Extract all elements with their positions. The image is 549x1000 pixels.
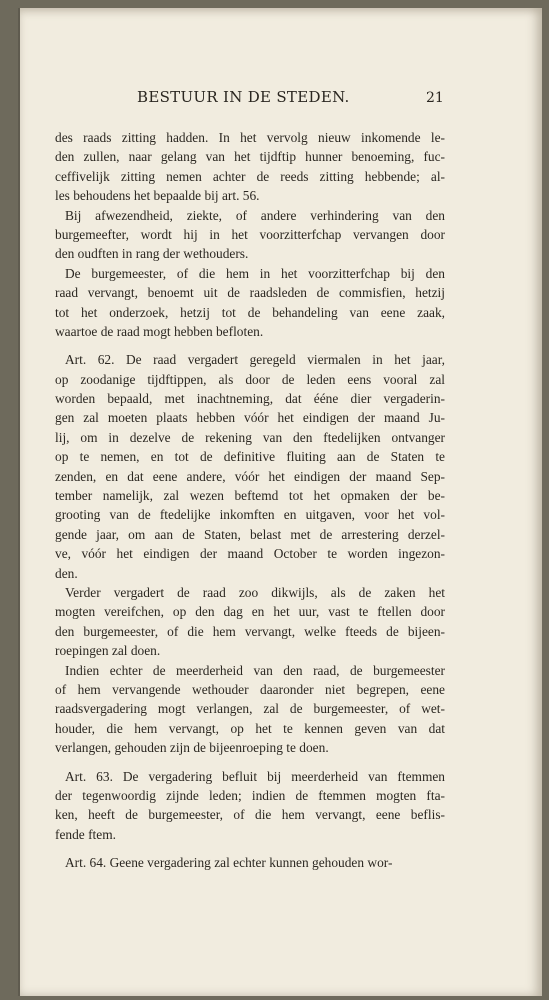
text-line: De burgemeester, of die hem in het voorzitterfchap bij den	[65, 265, 445, 281]
text-line: houder, die hem vervangt, op het te kennen geven van dat	[55, 720, 445, 736]
text-line: zenden, en dat eene andere, vóór het eindigen der maand Sep-	[55, 468, 445, 484]
paragraph-p5	[55, 583, 445, 661]
text-line: Art. 63. De vergadering befluit bij meerderheid van ftemmen	[65, 768, 445, 784]
text-line: gen zal moeten plaats hebben vóór het eindigen der maand Ju-	[55, 410, 445, 426]
text-line: den.	[55, 565, 78, 581]
text-line: of hem vervangende wethouder daaronder niet begrepen, eene	[55, 681, 445, 697]
text-line: verlangen, gehouden zijn de bijeenroeping te doen.	[55, 740, 329, 756]
paragraph-p2	[55, 206, 445, 264]
text-line: Art. 64. Geene vergadering zal echter kunnen gehouden wor-	[65, 855, 393, 871]
text-line: raad vervangt, benoemt uit de raadsleden de commisfien, hetzij	[55, 285, 445, 301]
text-line: les behoudens het bepaalde bij art. 56.	[55, 188, 260, 204]
text-line: den zullen, naar gelang van het tijdftip hunner benoeming, fuc-	[55, 149, 445, 165]
text-line: des raads zitting hadden. In het vervolg nieuw inkomende le-	[55, 130, 445, 145]
paragraph-art63	[55, 767, 445, 845]
text-line: waartoe de raad mogt hebben befloten.	[55, 323, 264, 339]
text-line: Verder vergadert de raad zoo dikwijls, als de zaken het	[65, 584, 445, 600]
text-line: raadsvergadering mogt verlangen, zal de burgemeester, of wet-	[55, 701, 445, 717]
page-header	[20, 88, 542, 116]
text-line: op te nemen, en tot de definitive fluiting aan de Staten te	[55, 449, 445, 465]
page-number: 21	[426, 90, 444, 106]
page-body	[55, 128, 445, 872]
text-line: gende jaar, om aan de Staten, belast met de arrestering derzel-	[55, 526, 445, 542]
text-line: Indien echter de meerderheid van den raad, de burgemeester	[65, 662, 445, 678]
text-line: roepingen zal doen.	[55, 643, 161, 659]
text-line: fende ftem.	[55, 826, 116, 842]
text-line: lij, om in dezelve de rekening van den ftedelijken ontvanger	[55, 429, 445, 445]
text-line: grooting van de ftedelijke inkomften en uitgaven, voor het vol-	[55, 507, 445, 523]
text-line: Art. 62. De raad vergadert geregeld viermalen in het jaar,	[65, 352, 445, 368]
text-line: tember namelijk, zal wezen beftemd tot het opmaken der be-	[55, 488, 445, 504]
paragraph-art62	[55, 350, 445, 583]
text-line: ken, heeft de burgemeester, of die hem vervangt, eene beflis-	[55, 807, 445, 823]
text-line: ve, vóór het eindigen der maand October te worden ingezon-	[55, 546, 445, 562]
text-line: mogten vereifchen, op den dag en het uur, vast te ftellen door	[55, 604, 445, 620]
paragraph-p3	[55, 264, 445, 342]
text-line: op zoodanige tijdftippen, als door de leden eens vooral zal	[55, 371, 445, 387]
text-line: der tegenwoordig zijnde leden; indien de ftemmen mogten fta-	[55, 787, 445, 803]
text-line: Bij afwezendheid, ziekte, of andere verhindering van den	[65, 207, 445, 223]
text-line: den burgemeester, of die hem vervangt, welke fteeds de bijeen-	[55, 623, 445, 639]
text-line: ceffivelijk zitting nemen achter de reeds zitting hebbende; al-	[55, 168, 445, 184]
text-line: burgemeefter, wordt hij in het voorzitterfchap vervangen door	[55, 226, 445, 242]
book-page	[18, 8, 542, 996]
text-line: tot het onderzoek, hetzij tot de behandeling van eene zaak,	[55, 304, 445, 320]
paragraph-p6	[55, 661, 445, 758]
paragraph-art64	[55, 853, 445, 872]
text-line: worden bepaald, met inachtneming, dat ééne dier vergaderin-	[55, 391, 445, 407]
running-title: BESTUUR IN DE STEDEN.	[137, 88, 350, 106]
paragraph-p1	[55, 128, 445, 206]
text-line: den oudften in rang der wethouders.	[55, 246, 249, 262]
